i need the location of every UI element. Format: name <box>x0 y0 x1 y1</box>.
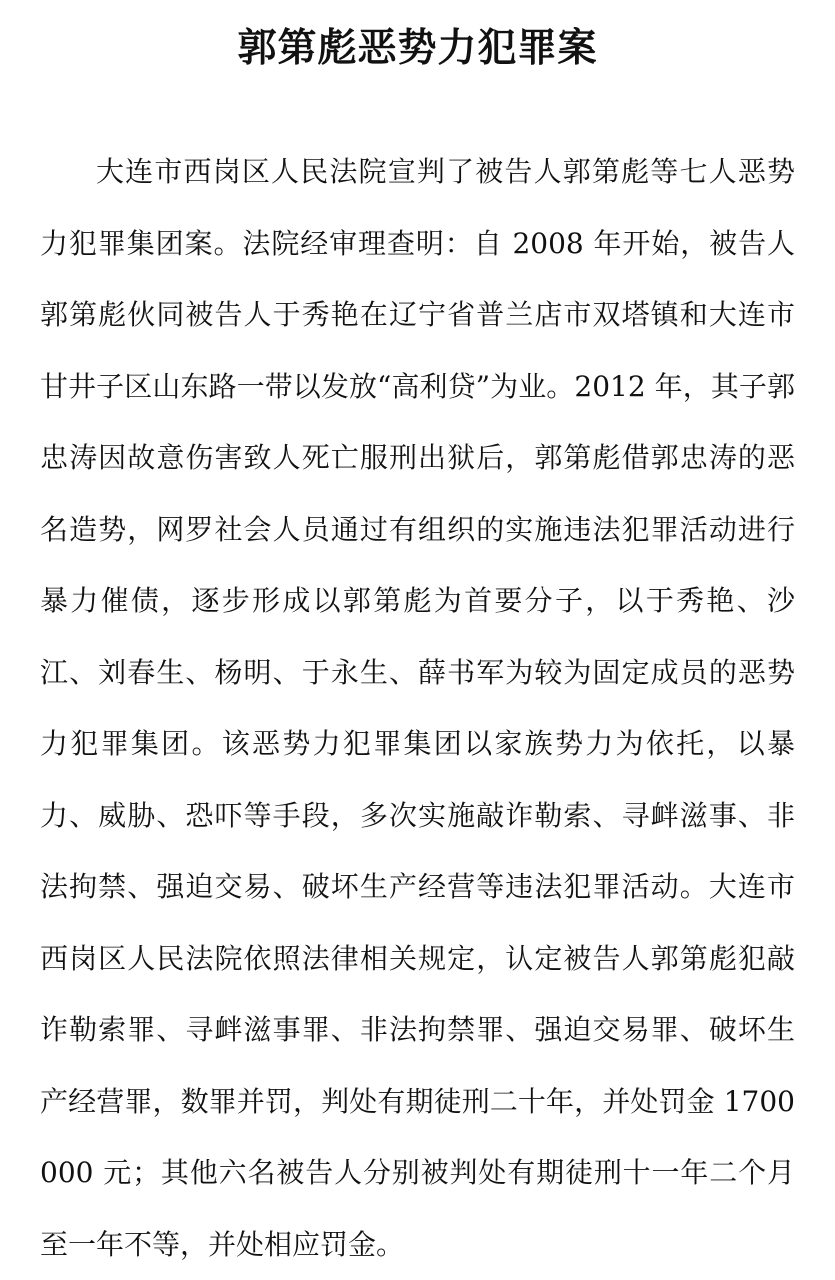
document-title: 郭第彪恶势力犯罪案 <box>237 26 598 71</box>
document-body-paragraph: 大连市西岗区人民法院宣判了被告人郭第彪等七人恶势力犯罪集团案。法院经审理查明：自 2008 年开始，被告人郭第彪伙同被告人于秀艳在辽宁省普兰店市双塔镇和大连市甘井子区山东路一带以发放“高利贷”为业。2012 年，其子郭忠涛因故意伤害致人死亡服刑出狱后，郭第彪借郭忠涛的恶名造势，网罗社会人员通过有组织的实施违法犯罪活动进行暴力催债，逐步形成以郭第彪为首要分子，以于秀艳、沙江、刘春生、杨明、于永生、薛书军为较为固定成员的恶势力犯罪集团。该恶势力犯罪集团以家族势力为依托，以暴力、威胁、恐吓等手段，多次实施敲诈勒索、寻衅滋事、非法拘禁、强迫交易、破坏生产经营等违法犯罪活动。大连市西岗区人民法院依照法律相关规定，认定被告人郭第彪犯敲诈勒索罪、寻衅滋事罪、非法拘禁罪、强迫交易罪、破坏生产经营罪，数罪并罚，判处有期徒刑二十年，并处罚金 1700000 元；其他六名被告人分别被判处有期徒刑十一年二个月至一年不等，并处相应罚金。 <box>40 155 795 1261</box>
